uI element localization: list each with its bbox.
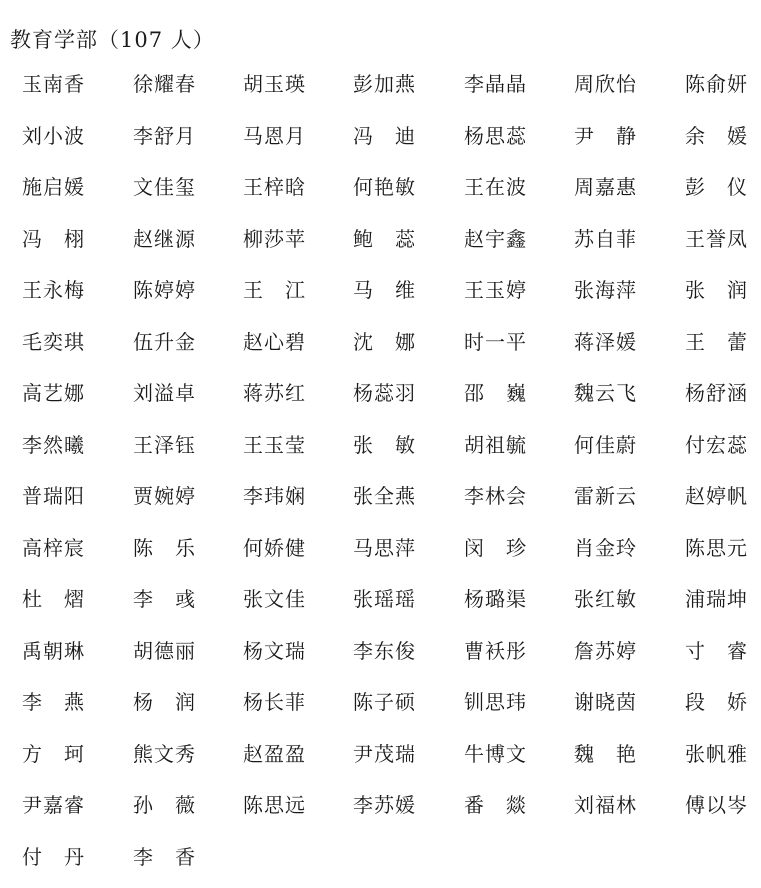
person-name: 蒋泽媛 [574, 322, 637, 362]
person-name: 李玮娴 [243, 476, 306, 516]
person-name: 付宏蕊 [685, 425, 748, 465]
person-name: 肖金玲 [574, 528, 637, 568]
name-row [0, 425, 761, 477]
person-name: 何娇健 [243, 528, 306, 568]
name-row [0, 373, 761, 425]
person-name: 玉南香 [22, 64, 85, 104]
person-name: 雷新云 [574, 476, 637, 516]
person-name: 杨 润 [133, 682, 196, 722]
person-name: 苏自菲 [574, 219, 637, 259]
person-name: 王玉婷 [464, 270, 527, 310]
person-name: 王梓晗 [243, 167, 306, 207]
name-row [0, 682, 761, 734]
person-name: 牛博文 [464, 734, 527, 774]
person-name: 赵婷帆 [685, 476, 748, 516]
person-name: 张红敏 [574, 579, 637, 619]
person-name: 赵继源 [133, 219, 196, 259]
person-name: 杨璐渠 [464, 579, 527, 619]
person-name: 张 敏 [353, 425, 416, 465]
person-name: 冯 迪 [353, 116, 416, 156]
person-name: 蒋苏红 [243, 373, 306, 413]
person-name: 杨思蕊 [464, 116, 527, 156]
person-name: 方 珂 [22, 734, 85, 774]
person-name: 高艺娜 [22, 373, 85, 413]
person-name: 柳莎苹 [243, 219, 306, 259]
name-row [0, 322, 761, 374]
person-name: 陈子硕 [353, 682, 416, 722]
person-name: 赵盈盈 [243, 734, 306, 774]
person-name: 禹朝琳 [22, 631, 85, 671]
name-row [0, 785, 761, 837]
person-name: 张文佳 [243, 579, 306, 619]
name-row [0, 64, 761, 116]
person-name: 赵心碧 [243, 322, 306, 362]
person-name: 胡德丽 [133, 631, 196, 671]
person-name: 李林会 [464, 476, 527, 516]
person-name: 文佳玺 [133, 167, 196, 207]
person-name: 贾婉婷 [133, 476, 196, 516]
person-name: 彭加燕 [353, 64, 416, 104]
person-name: 张 润 [685, 270, 748, 310]
person-name: 普瑞阳 [22, 476, 85, 516]
name-row [0, 476, 761, 528]
person-name: 尹 静 [574, 116, 637, 156]
person-name: 鲍 蕊 [353, 219, 416, 259]
person-name: 李晶晶 [464, 64, 527, 104]
person-name: 刘福林 [574, 785, 637, 825]
person-name: 番 燚 [464, 785, 527, 825]
person-name: 陈俞妍 [685, 64, 748, 104]
person-name: 何佳蔚 [574, 425, 637, 465]
person-name: 周欣怡 [574, 64, 637, 104]
person-name: 施启媛 [22, 167, 85, 207]
person-name: 谢晓茵 [574, 682, 637, 722]
person-name: 陈思元 [685, 528, 748, 568]
name-row [0, 219, 761, 271]
person-name: 钏思玮 [464, 682, 527, 722]
person-name: 马思萍 [353, 528, 416, 568]
person-name: 李 燕 [22, 682, 85, 722]
person-name: 彭 仪 [685, 167, 748, 207]
person-name: 杨舒涵 [685, 373, 748, 413]
person-name: 魏 艳 [574, 734, 637, 774]
person-name: 杨文瑞 [243, 631, 306, 671]
person-name: 李 彧 [133, 579, 196, 619]
person-name: 杜 熠 [22, 579, 85, 619]
name-row [0, 631, 761, 683]
person-name: 何艳敏 [353, 167, 416, 207]
person-name: 冯 栩 [22, 219, 85, 259]
person-name: 徐耀春 [133, 64, 196, 104]
person-name: 伍升金 [133, 322, 196, 362]
person-name: 李苏媛 [353, 785, 416, 825]
person-name: 王玉莹 [243, 425, 306, 465]
person-name: 王 江 [243, 270, 306, 310]
name-row [0, 579, 761, 631]
person-name: 尹嘉睿 [22, 785, 85, 825]
person-name: 周嘉惠 [574, 167, 637, 207]
person-name: 马 维 [353, 270, 416, 310]
person-name: 闵 珍 [464, 528, 527, 568]
person-name: 王在波 [464, 167, 527, 207]
name-row [0, 270, 761, 322]
person-name: 李 香 [133, 837, 196, 877]
person-name: 刘小波 [22, 116, 85, 156]
person-name: 陈 乐 [133, 528, 196, 568]
name-grid [0, 64, 761, 888]
person-name: 赵宇鑫 [464, 219, 527, 259]
person-name: 沈 娜 [353, 322, 416, 362]
person-name: 李东俊 [353, 631, 416, 671]
person-name: 尹茂瑞 [353, 734, 416, 774]
person-name: 张帆雅 [685, 734, 748, 774]
person-name: 陈婷婷 [133, 270, 196, 310]
person-name: 曹袄彤 [464, 631, 527, 671]
person-name: 孙 薇 [133, 785, 196, 825]
department-heading: 教育学部（107 人） [10, 22, 215, 58]
name-row [0, 528, 761, 580]
person-name: 段 娇 [685, 682, 748, 722]
person-name: 马恩月 [243, 116, 306, 156]
name-row [0, 167, 761, 219]
person-name: 张海萍 [574, 270, 637, 310]
person-name: 时一平 [464, 322, 527, 362]
person-name: 熊文秀 [133, 734, 196, 774]
person-name: 付 丹 [22, 837, 85, 877]
person-name: 詹苏婷 [574, 631, 637, 671]
person-name: 王 蕾 [685, 322, 748, 362]
person-name: 毛奕琪 [22, 322, 85, 362]
person-name: 王永梅 [22, 270, 85, 310]
person-name: 浦瑞坤 [685, 579, 748, 619]
person-name: 张瑶瑶 [353, 579, 416, 619]
person-name: 傅以岑 [685, 785, 748, 825]
person-name: 刘溢卓 [133, 373, 196, 413]
person-name: 高梓宸 [22, 528, 85, 568]
person-name: 王誉凤 [685, 219, 748, 259]
name-row [0, 116, 761, 168]
person-name: 胡玉瑛 [243, 64, 306, 104]
person-name: 寸 睿 [685, 631, 748, 671]
person-name: 邵 巍 [464, 373, 527, 413]
person-name: 陈思远 [243, 785, 306, 825]
person-name: 李舒月 [133, 116, 196, 156]
person-name: 杨长菲 [243, 682, 306, 722]
person-name: 杨蕊羽 [353, 373, 416, 413]
person-name: 魏云飞 [574, 373, 637, 413]
name-row [0, 734, 761, 786]
person-name: 王泽钰 [133, 425, 196, 465]
person-name: 李然曦 [22, 425, 85, 465]
person-name: 张全燕 [353, 476, 416, 516]
person-name: 胡祖毓 [464, 425, 527, 465]
name-row [0, 837, 761, 888]
person-name: 余 媛 [685, 116, 748, 156]
